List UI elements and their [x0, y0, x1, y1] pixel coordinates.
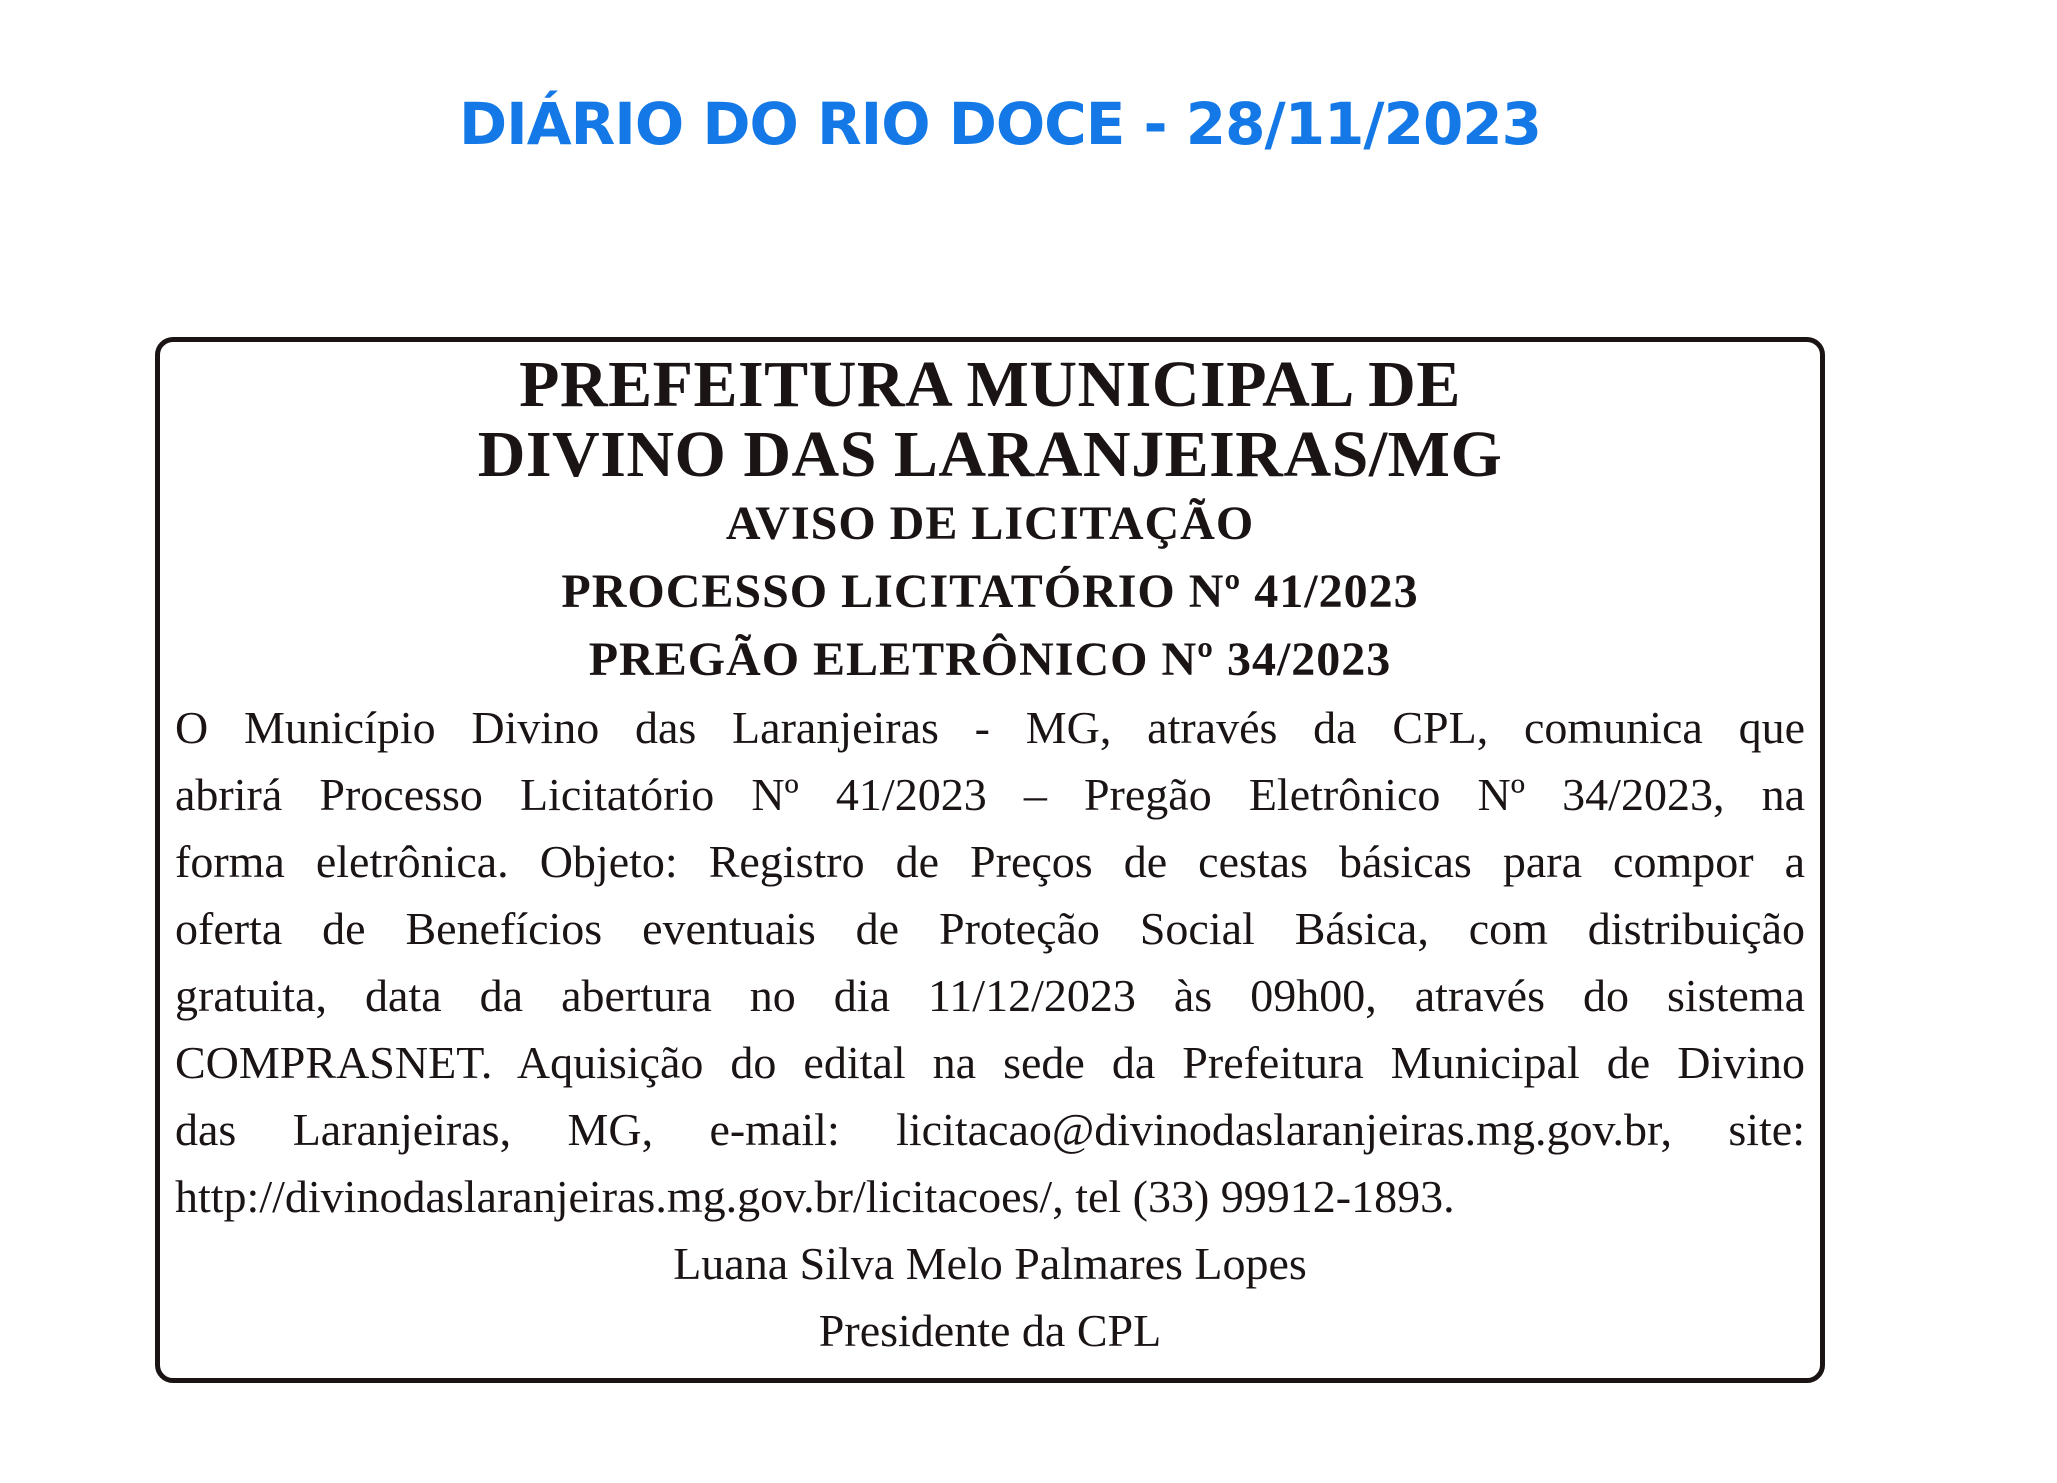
signatory-name: Luana Silva Melo Palmares Lopes — [673, 1238, 1307, 1289]
notice-box — [155, 337, 1825, 1383]
body-line: O Município Divino das Laranjeiras - MG, através da CPL, comunica que — [175, 702, 1805, 753]
process-number-heading: PROCESSO LICITATÓRIO Nº 41/2023 — [561, 565, 1419, 618]
body-line: abrirá Processo Licitatório Nº 41/2023 – Pregão Eletrônico Nº 34/2023, na — [175, 769, 1805, 820]
notice-type-heading: AVISO DE LICITAÇÃO — [725, 497, 1255, 550]
signatory-role: Presidente da CPL — [818, 1305, 1162, 1356]
body-line: oferta de Benefícios eventuais de Proteção Social Básica, com distribuição — [175, 903, 1805, 954]
auction-number-heading: PREGÃO ELETRÔNICO Nº 34/2023 — [588, 633, 1392, 686]
body-line: http://divinodaslaranjeiras.mg.gov.br/licitacoes/, tel (33) 99912-1893. — [175, 1171, 1455, 1222]
notice-body — [175, 694, 1805, 1230]
organization-title-line-2: DIVINO DAS LARANJEIRAS/MG — [477, 418, 1503, 491]
body-line: das Laranjeiras, MG, e-mail: licitacao@divinodaslaranjeiras.mg.gov.br, site: — [175, 1104, 1805, 1155]
organization-title-line-1: PREFEITURA MUNICIPAL DE — [519, 348, 1461, 421]
organization-title — [175, 350, 1805, 490]
newspaper-masthead: DIÁRIO DO RIO DOCE - 28/11/2023 — [458, 90, 1542, 158]
body-line: COMPRASNET. Aquisição do edital na sede da Prefeitura Municipal de Divino — [175, 1037, 1805, 1088]
body-line: gratuita, data da abertura no dia 11/12/2023 às 09h00, através do sistema — [175, 970, 1805, 1021]
signature-block — [175, 1230, 1805, 1364]
body-line: forma eletrônica. Objeto: Registro de Preços de cestas básicas para compor a — [175, 836, 1805, 887]
